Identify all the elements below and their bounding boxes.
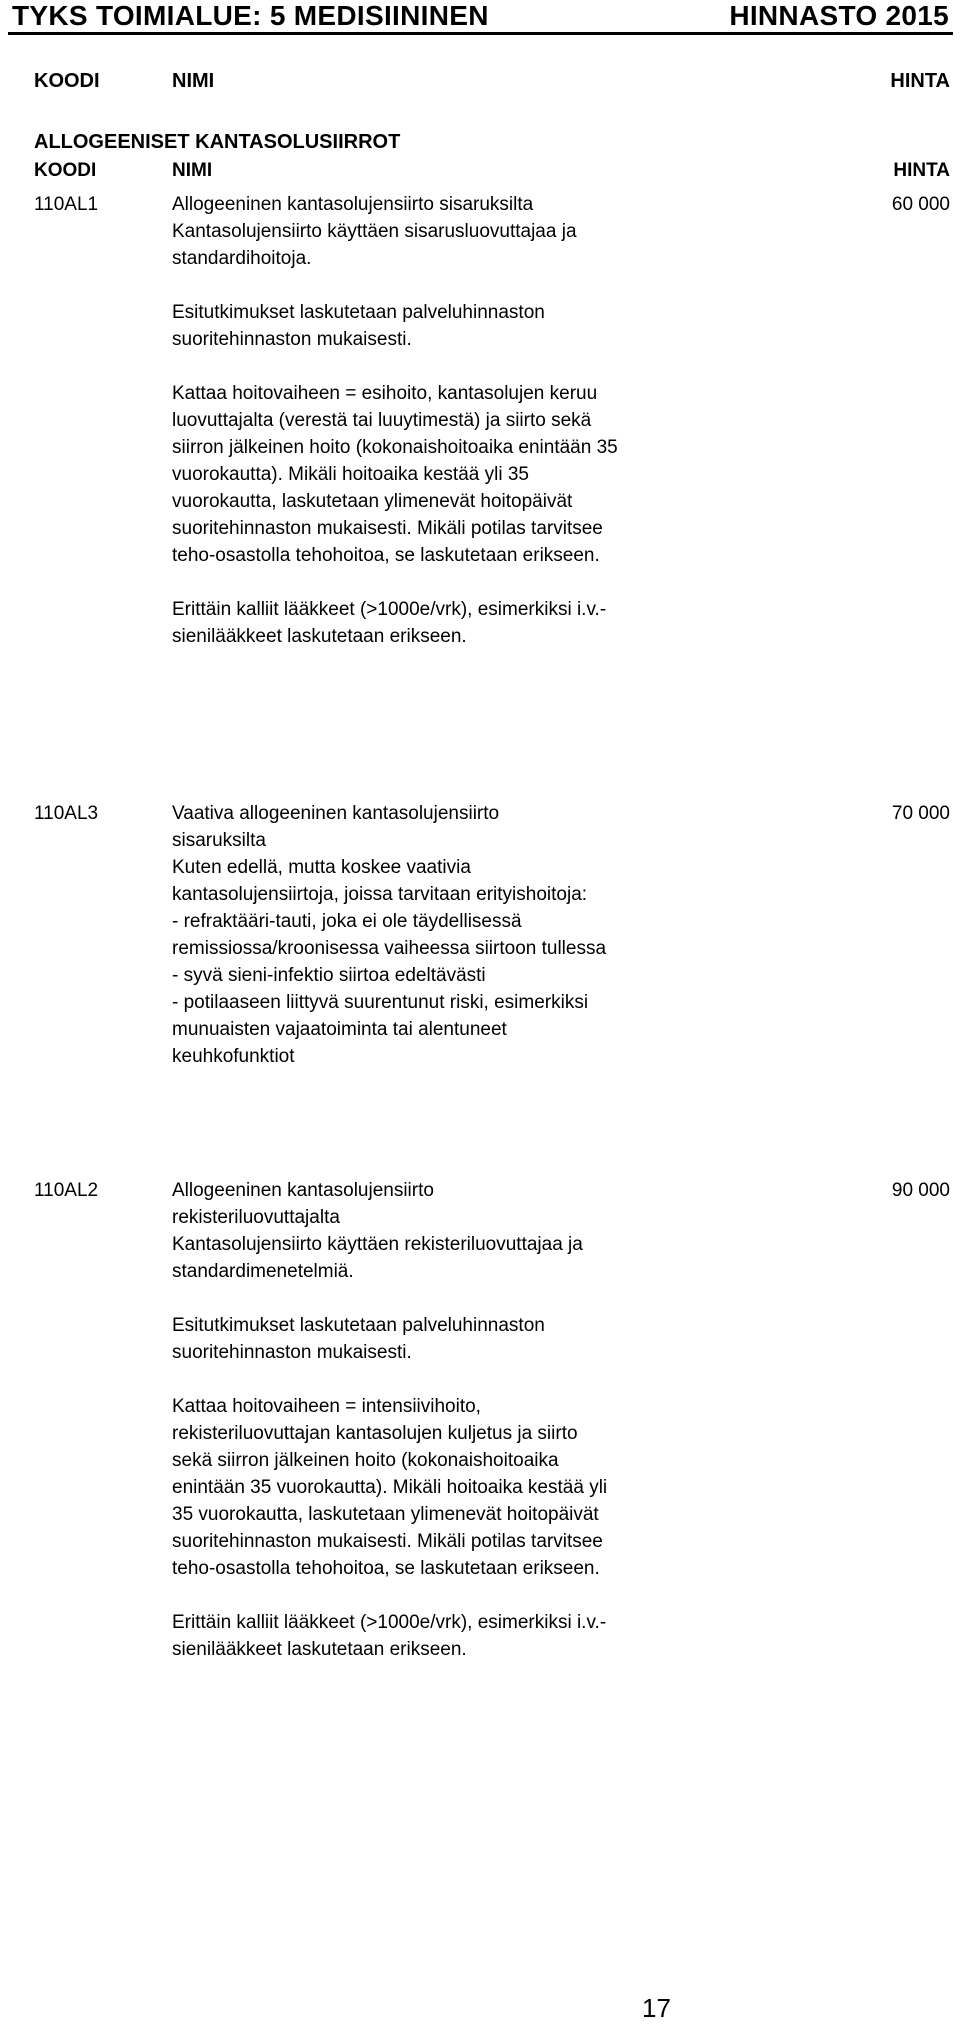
description-paragraph: Kattaa hoitovaiheen = intensiivihoito, rekisteriluovuttajan kantasolujen kuljetus ja siirto sekä siirron jälkeinen hoito (kokonaishoitoaika enintään 35 vuorokautta). Mikäli hoitoaika kestää yli 35 vuorokautta, laskutetaan ylimenevät hoitopäivät suoritehinnaston mukaisesti. Mikäli potilas tarvitsee teho-osastolla tehohoitoa, se laskutetaan erikseen.	[172, 1396, 608, 1579]
section-column-name: NIMI	[172, 160, 213, 181]
header-pricelist-year: HINNASTO 2015	[729, 0, 949, 31]
entry-description	[172, 1177, 692, 1663]
page-header	[8, 0, 953, 35]
entry-description	[172, 191, 692, 650]
description-paragraph: Allogeeninen kantasolujensiirto sisaruksilta Kantasolujensiirto käyttäen sisarusluovuttajaa ja standardihoitoja.	[172, 194, 577, 269]
section-column-price: HINTA	[893, 160, 950, 181]
entry-price: 70 000	[891, 803, 950, 824]
entry-code: 110AL1	[34, 194, 99, 215]
entry-code: 110AL3	[34, 803, 99, 824]
description-paragraph: Vaativa allogeeninen kantasolujensiirto sisaruksilta Kuten edellä, mutta koskee vaativia kantasolujensiirtoja, joissa tarvitaan erityishoitoja: - refraktääri-tauti, joka ei ole täydellisessä remissiossa/kroonisessa vaiheessa siirtoon tullessa - syvä sieni-infektio siirtoa edeltävästi - potilaaseen liittyvä suurentunut riski, esimerkiksi munuaisten vajaatoiminta tai alentuneet keuhkofunktiot	[172, 803, 607, 1067]
entry-code: 110AL2	[34, 1180, 99, 1201]
description-paragraph: Kattaa hoitovaiheen = esihoito, kantasolujen keruu luovuttajalta (verestä tai luuytimestä) ja siirto sekä siirron jälkeinen hoito (kokonaishoitoaika enintään 35 vuorokautta). Mikäli hoitoaika kestää yli 35 vuorokautta, laskutetaan ylimenevät hoitopäivät suoritehinnaston mukaisesti. Mikäli potilas tarvitsee teho-osastolla tehohoitoa, se laskutetaan erikseen.	[172, 383, 618, 566]
description-paragraph: Erittäin kalliit lääkkeet (>1000e/vrk), esimerkiksi i.v.- sienilääkkeet laskutetaan erikseen.	[172, 599, 607, 647]
description-paragraph: Esitutkimukset laskutetaan palveluhinnaston suoritehinnaston mukaisesti.	[172, 1315, 545, 1363]
description-paragraph: Allogeeninen kantasolujensiirto rekisteriluovuttajalta Kantasolujensiirto käyttäen rekisteriluovuttajaa ja standardimenetelmiä.	[172, 1180, 583, 1282]
section-title: ALLOGEENISET KANTASOLUSIIRROT	[34, 131, 401, 153]
entry-price: 90 000	[891, 1180, 950, 1201]
page-number: 17	[642, 1993, 671, 2023]
description-paragraph: Esitutkimukset laskutetaan palveluhinnaston suoritehinnaston mukaisesti.	[172, 302, 545, 350]
header-title: TYKS TOIMIALUE: 5 MEDISIININEN	[12, 0, 489, 31]
column-header-name: NIMI	[172, 70, 215, 92]
entry-price: 60 000	[891, 194, 950, 215]
description-paragraph: Erittäin kalliit lääkkeet (>1000e/vrk), esimerkiksi i.v.- sienilääkkeet laskutetaan erikseen.	[172, 1612, 607, 1660]
section-column-code: KOODI	[34, 160, 97, 181]
entry-description	[172, 800, 692, 1070]
column-header-price: HINTA	[890, 70, 950, 92]
column-header-code: KOODI	[34, 70, 100, 92]
